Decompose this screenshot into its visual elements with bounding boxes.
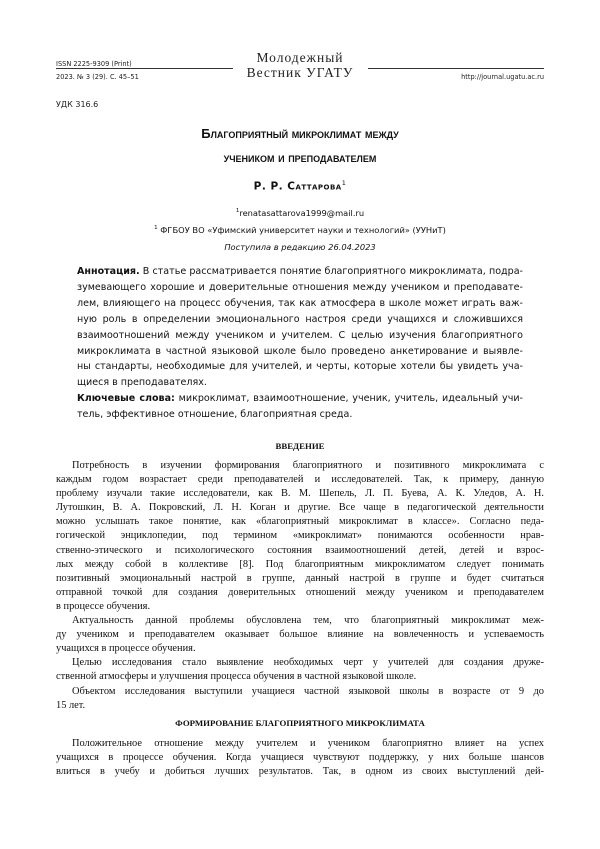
paragraph xyxy=(56,656,544,684)
abstract-line: зумевающего хорошие и доверительные отношения между учеником и преподавате- xyxy=(77,281,523,293)
issn-label: ISSN 2225-9309 (Print) xyxy=(56,60,132,68)
keywords-line: Ключевые слова: микроклимат, взаимоотношение, ученик, учитель, идеальный учи- xyxy=(77,393,523,404)
paragraph xyxy=(56,459,544,614)
issue-label: 2023. № 3 (29). С. 45–51 xyxy=(56,73,139,81)
section-introduction-body xyxy=(56,459,544,713)
text-line: лых между собой в коллективе [8]. Под благоприятным микроклиматом следует понимать xyxy=(56,558,544,570)
abstract-line: лем, влияющего на процесс обучения, так как атмосфера в школе может играть важ- xyxy=(77,297,523,309)
abstract-line: Аннотация. В статье рассматривается понятие благоприятного микроклимата, подра- xyxy=(77,266,523,277)
udk-code: УДК 316.6 xyxy=(56,100,99,109)
keywords-line: тель, эффективное отношение, благоприятная среда. xyxy=(77,408,353,420)
author-affiliation xyxy=(56,225,544,235)
keywords-label: Ключевые слова: xyxy=(77,393,175,404)
text-line: учащихся в процессе обучения. Когда учащиеся чувствуют поддержку, у них больше шансов xyxy=(56,752,544,764)
section-heading-formation: ФОРМИРОВАНИЕ БЛАГОПРИЯТНОГО МИКРОКЛИМАТА xyxy=(175,718,425,728)
author-name xyxy=(56,179,544,193)
journal-url[interactable]: http://journal.ugatu.ac.ru xyxy=(461,73,544,81)
email-sup: 1 xyxy=(235,208,240,215)
header-rule-left xyxy=(56,68,233,69)
text-line: Лутошкин, В. А. Покровский, Л. Н. Коган и другие. Все чаще в педагогической деятельности xyxy=(56,502,544,514)
section-heading-introduction: ВВЕДЕНИЕ xyxy=(275,441,325,451)
title-line-1: Благоприятный микроклимат между xyxy=(201,126,399,141)
text-line: Целью исследования стало выявление необходимых черт у учителей для создания друже- xyxy=(72,657,544,669)
text-line: Объектом исследования выступили учащиеся частной языковой школы в возрасте от 9 до xyxy=(72,685,544,697)
text-line: проблему изучали такие исследователи, как В. М. Шепель, Л. П. Буева, А. К. Уледов, А. Н. xyxy=(56,488,544,500)
text-line: ственно-этического и психологического состояния взаимоотношений детей, детей и взрос- xyxy=(56,544,544,556)
abstract-line: щиеся в преподавателях. xyxy=(77,377,207,389)
abstract-line: взаимоотношений между учеником и учителем. С целью изучения благоприятного xyxy=(77,329,523,341)
abstract-block xyxy=(77,264,523,391)
text-line: учащихся в процессе обучения. xyxy=(56,643,196,655)
abstract-line: микроклимата в частной языковой школе было проведено анкетирование и выявле- xyxy=(77,345,523,357)
text-line: влиться в учебу и добиться лучших результатов. Так, в одном из своих выступлений дей- xyxy=(56,766,544,778)
section-formation-body xyxy=(56,737,544,779)
text-line: каждым годом возрастает среди преподавателей и исследователей. Так, к примеру, данную xyxy=(56,474,544,486)
author-sup: 1 xyxy=(341,179,347,187)
text-line: Потребность в изучении формирования благоприятного и позитивного микроклимата с xyxy=(72,460,544,471)
affiliation-org: ФГБОУ ВО «Уфимский университет науки и технологий» (УУНиТ) xyxy=(160,225,446,235)
abstract-label: Аннотация. xyxy=(77,266,140,277)
text-line: ственной атмосферы и улучшения процесса обучения в частной языковой школе. xyxy=(56,671,417,683)
abstract-line: ны стандарты, необходимые для учителей, и черты, которые хотели бы увидеть уча- xyxy=(77,361,523,373)
abstract-line: ную роль в определении эмоционального настроя среди учащихся и сложившихся xyxy=(77,313,523,325)
journal-name xyxy=(233,50,367,80)
author-email[interactable]: renatasattarova1999@mail.ru xyxy=(239,208,365,218)
paragraph xyxy=(56,685,544,713)
text-line: 15 лет. xyxy=(56,699,86,711)
org-sup: 1 xyxy=(154,225,158,232)
keywords-block xyxy=(77,391,523,423)
text-line: позитивный эмоциональный настрой в группе, данный настрой в группе и будет считаться xyxy=(56,572,544,584)
text-line: Актуальность данной проблемы обусловлена тем, что благоприятный микроклимат меж- xyxy=(72,615,544,627)
paragraph xyxy=(56,614,544,656)
title-line-2: учеником и преподавателем xyxy=(223,150,377,165)
text-line: можно услышать такое понятие, как «благоприятный микроклимат в классе». Согласно педа- xyxy=(56,516,544,528)
article-title xyxy=(56,122,544,170)
author-name-text: Р. Р. Саттарова xyxy=(253,180,342,193)
text-line: в процессе обучения. xyxy=(56,600,151,612)
paragraph xyxy=(56,737,544,779)
text-line: Положительное отношение между учителем и учеником благоприятно влияет на успех xyxy=(72,738,544,749)
journal-name-line2: Вестник УГАТУ xyxy=(246,65,354,80)
received-date: Поступила в редакцию 26.04.2023 xyxy=(224,242,376,252)
text-line: ду учеником и преподавателем оказывает большое влияние на вовлеченность и успеваемость xyxy=(56,629,544,641)
header-rule-right xyxy=(368,68,544,69)
journal-name-line1: Молодежный xyxy=(256,50,344,65)
text-line: гогической энциклопедии, под термином «микроклимат» понимаются особенности нрав- xyxy=(56,530,544,542)
text-line: отправной точкой для создания доверительных отношений между учеником и преподавателем xyxy=(56,586,544,598)
author-email-line xyxy=(56,208,544,218)
